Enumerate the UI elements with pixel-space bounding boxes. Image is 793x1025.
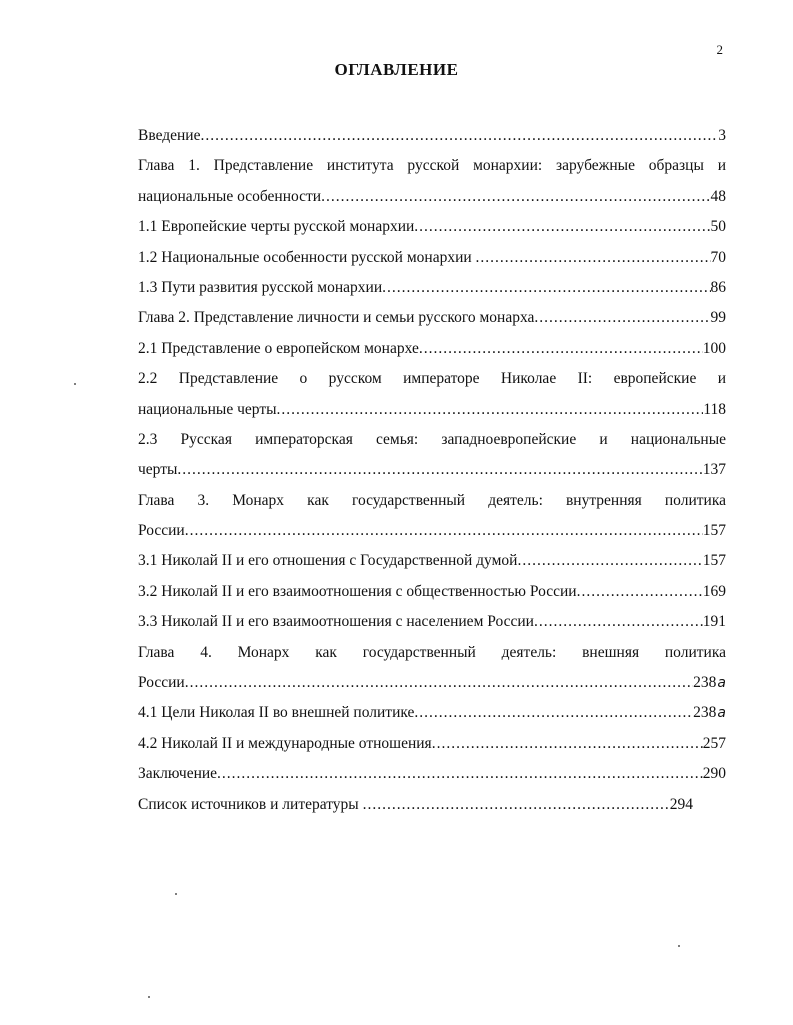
toc-entry [138, 121, 726, 151]
toc-entry [138, 790, 693, 820]
toc-entry [138, 607, 726, 637]
toc-entry-page: 290 [702, 765, 726, 783]
toc-entry-page: 137 [702, 461, 726, 479]
toc-entry [138, 668, 726, 698]
toc-entry-page: 99 [710, 309, 726, 327]
handwritten-note: а [717, 675, 726, 692]
toc-entry [138, 395, 726, 425]
toc-entry-page: 86 [710, 278, 726, 296]
toc-entry-page: 157 [702, 552, 726, 570]
toc-entry-title-line: 2.3 Русская императорская семья: западноевропейские и национальные [138, 430, 726, 448]
toc-entry-title: 3.3 Николай II и его взаимоотношения с населением России [138, 613, 534, 631]
toc-entry-page: 238а [693, 674, 726, 692]
toc-entry-title: Глава 2. Представление личности и семьи русского монарха [138, 309, 535, 327]
page-number: 2 [716, 42, 723, 57]
toc-entry-page: 191 [702, 613, 726, 631]
scan-speck [175, 893, 177, 895]
toc-entry-title: 2.1 Представление о европейском монархе [138, 339, 419, 357]
toc-entry-title: России [138, 522, 185, 540]
scan-speck [74, 383, 76, 385]
toc-entry-title: Заключение [138, 765, 218, 783]
toc-entry [138, 182, 726, 212]
toc-entry-title-line: 2.2 Представление о русском императоре Николае II: европейские и [138, 370, 726, 388]
toc-entry-title: национальные особенности [138, 187, 322, 205]
page-title: ОГЛАВЛЕНИЕ [334, 60, 459, 79]
toc-entry-page: 3 [718, 127, 726, 144]
scan-speck [678, 945, 680, 947]
toc-entry-title: 3.1 Николай II и его отношения с Государственной думой [138, 552, 518, 570]
toc-entry-title-line: Глава 3. Монарх как государственный деятель: внутренняя политика [138, 491, 726, 509]
handwritten-note: а [717, 705, 726, 722]
toc-entry-title: 3.2 Николай II и его взаимоотношения с общественностью России [138, 582, 577, 600]
toc-entry-page: 238а [693, 704, 726, 722]
toc-entry-page: 118 [703, 400, 726, 418]
toc-entry [138, 303, 726, 333]
toc-entry-title: 1.2 Национальные особенности русской монархии [138, 248, 476, 266]
toc-entry [138, 516, 726, 546]
toc-entry-title-line: Глава 4. Монарх как государственный деятель: внешняя политика [138, 643, 726, 661]
toc-entry-title: России [138, 674, 185, 692]
toc-entry-title: 4.2 Николай II и международные отношения [138, 734, 432, 752]
toc-entry-title: 1.3 Пути развития русской монархии [138, 278, 383, 296]
toc-entry [138, 273, 726, 303]
toc-entry-page: 257 [702, 734, 726, 752]
toc-entry-page: 100 [702, 339, 726, 357]
toc-entry-page: 294 [669, 795, 693, 813]
toc-entry-title: 4.1 Цели Николая II во внешней политике [138, 704, 415, 722]
toc-entry-page: 50 [710, 218, 726, 236]
toc-entry [138, 243, 726, 273]
scan-speck [148, 996, 150, 998]
toc-entry-title: Список источников и литературы [138, 795, 363, 813]
toc-entry [138, 334, 726, 364]
toc-entry [138, 729, 726, 759]
toc-entry-title: Введение [138, 127, 201, 144]
toc-entry-page: 157 [702, 522, 726, 540]
toc-entry-title: черты [138, 461, 178, 479]
toc-entry [138, 546, 726, 576]
toc-entry-title-line: Глава 1. Представление института русской монархии: зарубежные образцы и [138, 157, 726, 175]
toc-entry-title: 1.1 Европейские черты русской монархии [138, 218, 415, 236]
toc-entry [138, 212, 726, 242]
toc-entry-page: 169 [702, 582, 726, 600]
toc-entry [138, 698, 726, 728]
toc-entry-page: 70 [710, 248, 726, 266]
toc-entry-title: национальные черты [138, 400, 277, 418]
table-of-contents [138, 121, 726, 820]
toc-entry-page: 48 [710, 187, 726, 205]
toc-entry [138, 455, 726, 485]
toc-entry [138, 577, 726, 607]
toc-entry [138, 759, 726, 789]
